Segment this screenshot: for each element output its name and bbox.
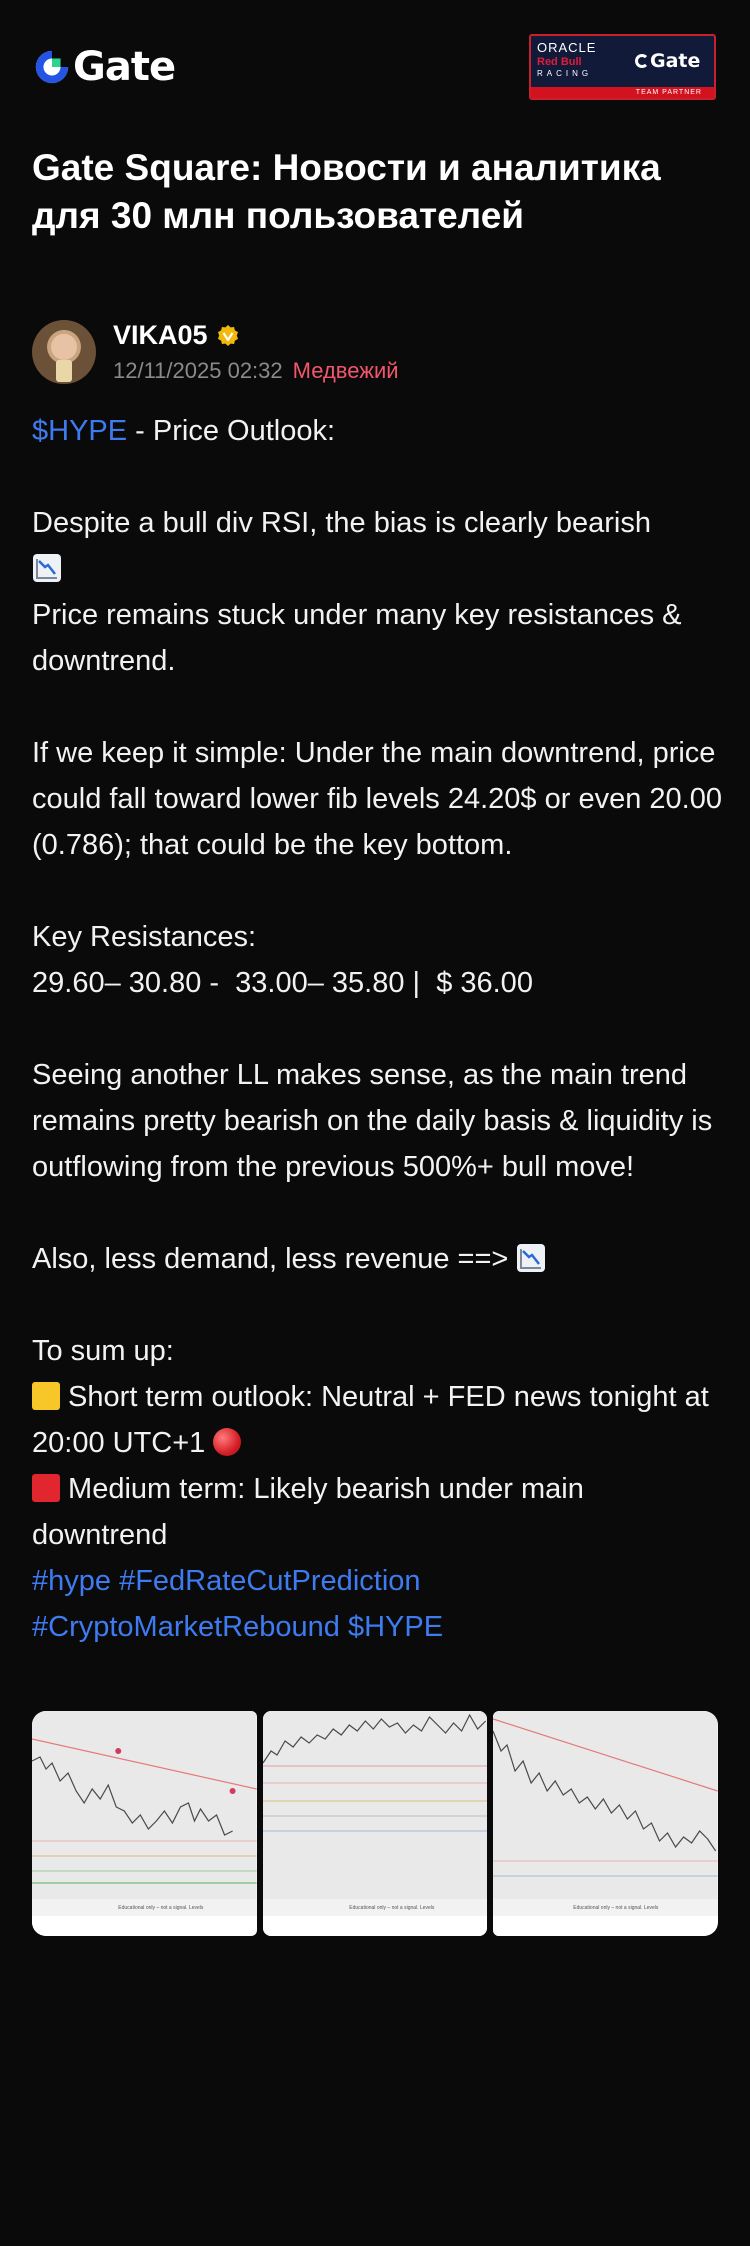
post-line-ll: Seeing another LL makes sense, as the main trend remains pretty bearish on the daily basis & liquidity is outflowing from the previous 500%+ bull move! (32, 1059, 721, 1183)
partner-redbull-text: Red Bull (537, 56, 582, 68)
chart-caption: Educational only – not a signal. Levels (348, 1905, 435, 1911)
post-spacer (32, 684, 722, 730)
post-spacer (32, 454, 722, 500)
verified-badge-icon (216, 324, 240, 348)
post-line-fib: If we keep it simple: Under the main downtrend, price could fall toward lower fib levels 24.20$ or even 20.00 (0.786); that could be the key bottom. (32, 737, 731, 861)
chart-decreasing-icon (516, 1243, 546, 1273)
chart-image-1[interactable] (32, 1711, 257, 1936)
short-term-text: Short term outlook: Neutral + FED news tonight at 20:00 UTC+1 (32, 1381, 717, 1459)
post-line-demand (32, 1236, 722, 1282)
chart-caption: Educational only – not a signal. Levels (573, 1905, 659, 1911)
demand-text: Also, less demand, less revenue ==> (32, 1243, 517, 1275)
red-circle-icon (213, 1428, 241, 1456)
bias-text: Despite a bull div RSI, the bias is clearly bearish (32, 507, 651, 539)
image-gallery (32, 1711, 718, 1936)
username-row (113, 320, 240, 351)
post-spacer (32, 1006, 722, 1052)
hashtag-link-rebound[interactable]: #CryptoMarketRebound (32, 1611, 340, 1643)
outlook-text: - Price Outlook: (127, 415, 336, 447)
sentiment-badge: Медвежий (292, 358, 399, 383)
post-spacer (32, 1190, 722, 1236)
chart-decreasing-icon (32, 553, 62, 583)
post-line-hashtags-2 (32, 1604, 722, 1650)
post-timestamp: 12/11/2025 02:32 (113, 358, 283, 383)
partner-strip: TEAM PARTNER (531, 87, 714, 98)
partner-badge[interactable] (529, 34, 716, 100)
post-line-sum-up: To sum up: (32, 1335, 174, 1367)
author-row[interactable] (32, 318, 722, 388)
chart-image-2[interactable] (263, 1711, 488, 1936)
post-meta (113, 358, 399, 384)
avatar[interactable] (32, 320, 96, 384)
username[interactable]: VIKA05 (113, 320, 208, 350)
partner-racing-text: RACING (537, 69, 593, 78)
brand-name: Gate (73, 44, 176, 90)
page-title: Gate Square: Новости и аналитика для 30 млн пользователей (32, 147, 661, 236)
ticker-link-2[interactable]: $HYPE (339, 1611, 444, 1643)
ticker-link[interactable]: $HYPE (32, 415, 128, 447)
chart-image-3[interactable] (493, 1711, 718, 1936)
gate-mini-icon (635, 54, 649, 68)
post-line-outlook (32, 408, 722, 454)
partner-team-logo (537, 41, 621, 79)
post-line-key-res-label: Key Resistances: (32, 921, 257, 953)
post-line-short-term (32, 1374, 722, 1466)
post-line-resistance: Price remains stuck under many key resistances & downtrend. (32, 599, 690, 677)
medium-term-text: Medium term: Likely bearish under main downtrend (32, 1473, 592, 1551)
gate-logo-icon (33, 48, 71, 86)
post-line-bias (32, 500, 722, 592)
header (0, 0, 750, 120)
post-spacer (32, 868, 722, 914)
post-line-medium-term (32, 1466, 722, 1558)
post-line-hashtags (32, 1558, 722, 1604)
partner-gate-text: Gate (650, 50, 701, 72)
post-spacer (32, 1282, 722, 1328)
chart-caption: Educational only – not a signal. Levels (118, 1905, 204, 1911)
post-line-key-res-values: 29.60– 30.80 - 33.00– 35.80 | $ 36.00 (32, 967, 533, 999)
red-square-icon (32, 1474, 60, 1502)
partner-oracle-text: ORACLE (537, 40, 597, 55)
gate-logo[interactable] (33, 46, 175, 88)
partner-gate-logo (635, 50, 700, 72)
hashtag-links[interactable]: #hype #FedRateCutPrediction (32, 1565, 421, 1597)
yellow-square-icon (32, 1382, 60, 1410)
post-body (32, 408, 731, 1650)
